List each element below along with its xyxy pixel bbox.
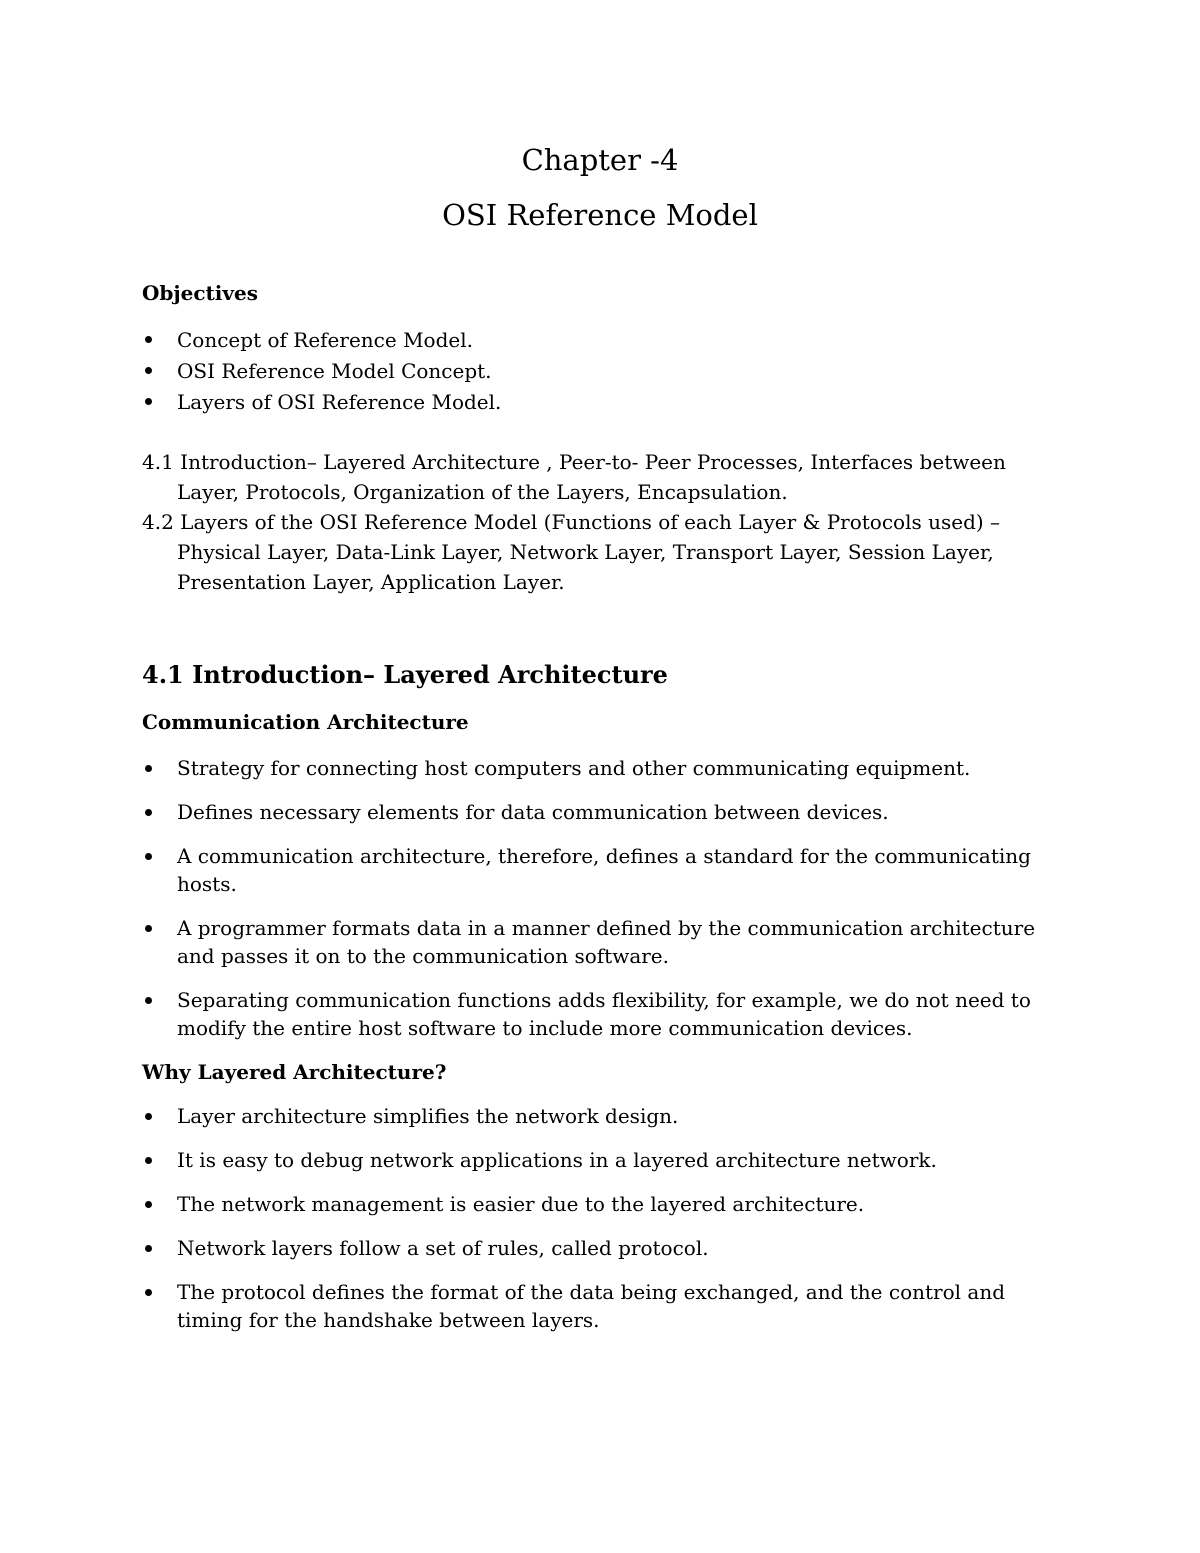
bullet-icon [145,925,152,932]
list-item [142,842,1072,898]
list-item [142,1102,1072,1130]
list-item-text: Separating communication functions adds flexibility, for example, we do not need to modify the entire host software to include more communication devices. [177,988,1031,1040]
bullet-icon [145,1113,152,1120]
toc-section [142,447,1067,597]
why-heading: Why Layered Architecture? [142,1060,447,1084]
bullet-icon [145,1157,152,1164]
bullet-icon [145,1289,152,1296]
list-item-text: Concept of Reference Model. [177,328,473,352]
list-item-text: Strategy for connecting host computers and other communicating equipment. [177,756,971,780]
list-item [142,914,1072,970]
bullet-icon [145,997,152,1004]
chapter-subtitle: OSI Reference Model [442,198,758,232]
section-4-1 [142,659,1072,691]
list-item [142,356,1072,387]
list-item-text: Layers of OSI Reference Model. [177,390,502,414]
list-item-text: The protocol defines the format of the data being exchanged, and the control and timing for the handshake between layers. [177,1280,1005,1332]
list-item [142,754,1072,782]
bullet-icon [145,853,152,860]
list-item [142,325,1072,356]
objectives-heading: Objectives [142,281,258,305]
list-item-text: OSI Reference Model Concept. [177,359,492,383]
why-list [142,1102,1072,1334]
bullet-icon [145,809,152,816]
bullet-icon [145,367,152,374]
list-item [142,798,1072,826]
list-item [142,986,1072,1042]
list-item-text: It is easy to debug network applications in a layered architecture network. [177,1148,937,1172]
why-layered-section [142,1058,1072,1350]
list-item-text: A communication architecture, therefore, defines a standard for the communicating hosts. [177,844,1031,896]
list-item [142,1146,1072,1174]
list-item-text: The network management is easier due to the layered architecture. [177,1192,865,1216]
objectives-section [142,279,1072,418]
list-item-text: Layer architecture simplifies the network design. [177,1104,679,1128]
list-item [142,1278,1072,1334]
list-item [142,387,1072,418]
bullet-icon [145,398,152,405]
list-item [142,1234,1072,1262]
bullet-icon [145,765,152,772]
list-item [142,1190,1072,1218]
chapter-title: Chapter -4 [521,143,679,177]
list-item-text: A programmer formats data in a manner defined by the communication architecture and passes it on to the communication software. [177,916,1036,968]
toc-entry: 4.1 Introduction– Layered Architecture , Peer-to- Peer Processes, Interfaces between Layer, Protocols, Organization of the Layers, Encapsulation. [142,450,1006,504]
communication-list [142,754,1072,1042]
bullet-icon [145,1245,152,1252]
objectives-list [142,325,1072,418]
toc-entry: 4.2 Layers of the OSI Reference Model (Functions of each Layer & Protocols used) –Physical Layer, Data-Link Layer, Network Layer, Transport Layer, Session Layer, Presentation Layer, Application Layer. [142,510,1001,594]
section-heading: 4.1 Introduction– Layered Architecture [142,660,668,689]
communication-architecture-section [142,708,1072,1058]
bullet-icon [145,336,152,343]
communication-heading: Communication Architecture [142,710,469,734]
list-item-text: Defines necessary elements for data communication between devices. [177,800,889,824]
bullet-icon [145,1201,152,1208]
list-item-text: Network layers follow a set of rules, called protocol. [177,1236,709,1260]
